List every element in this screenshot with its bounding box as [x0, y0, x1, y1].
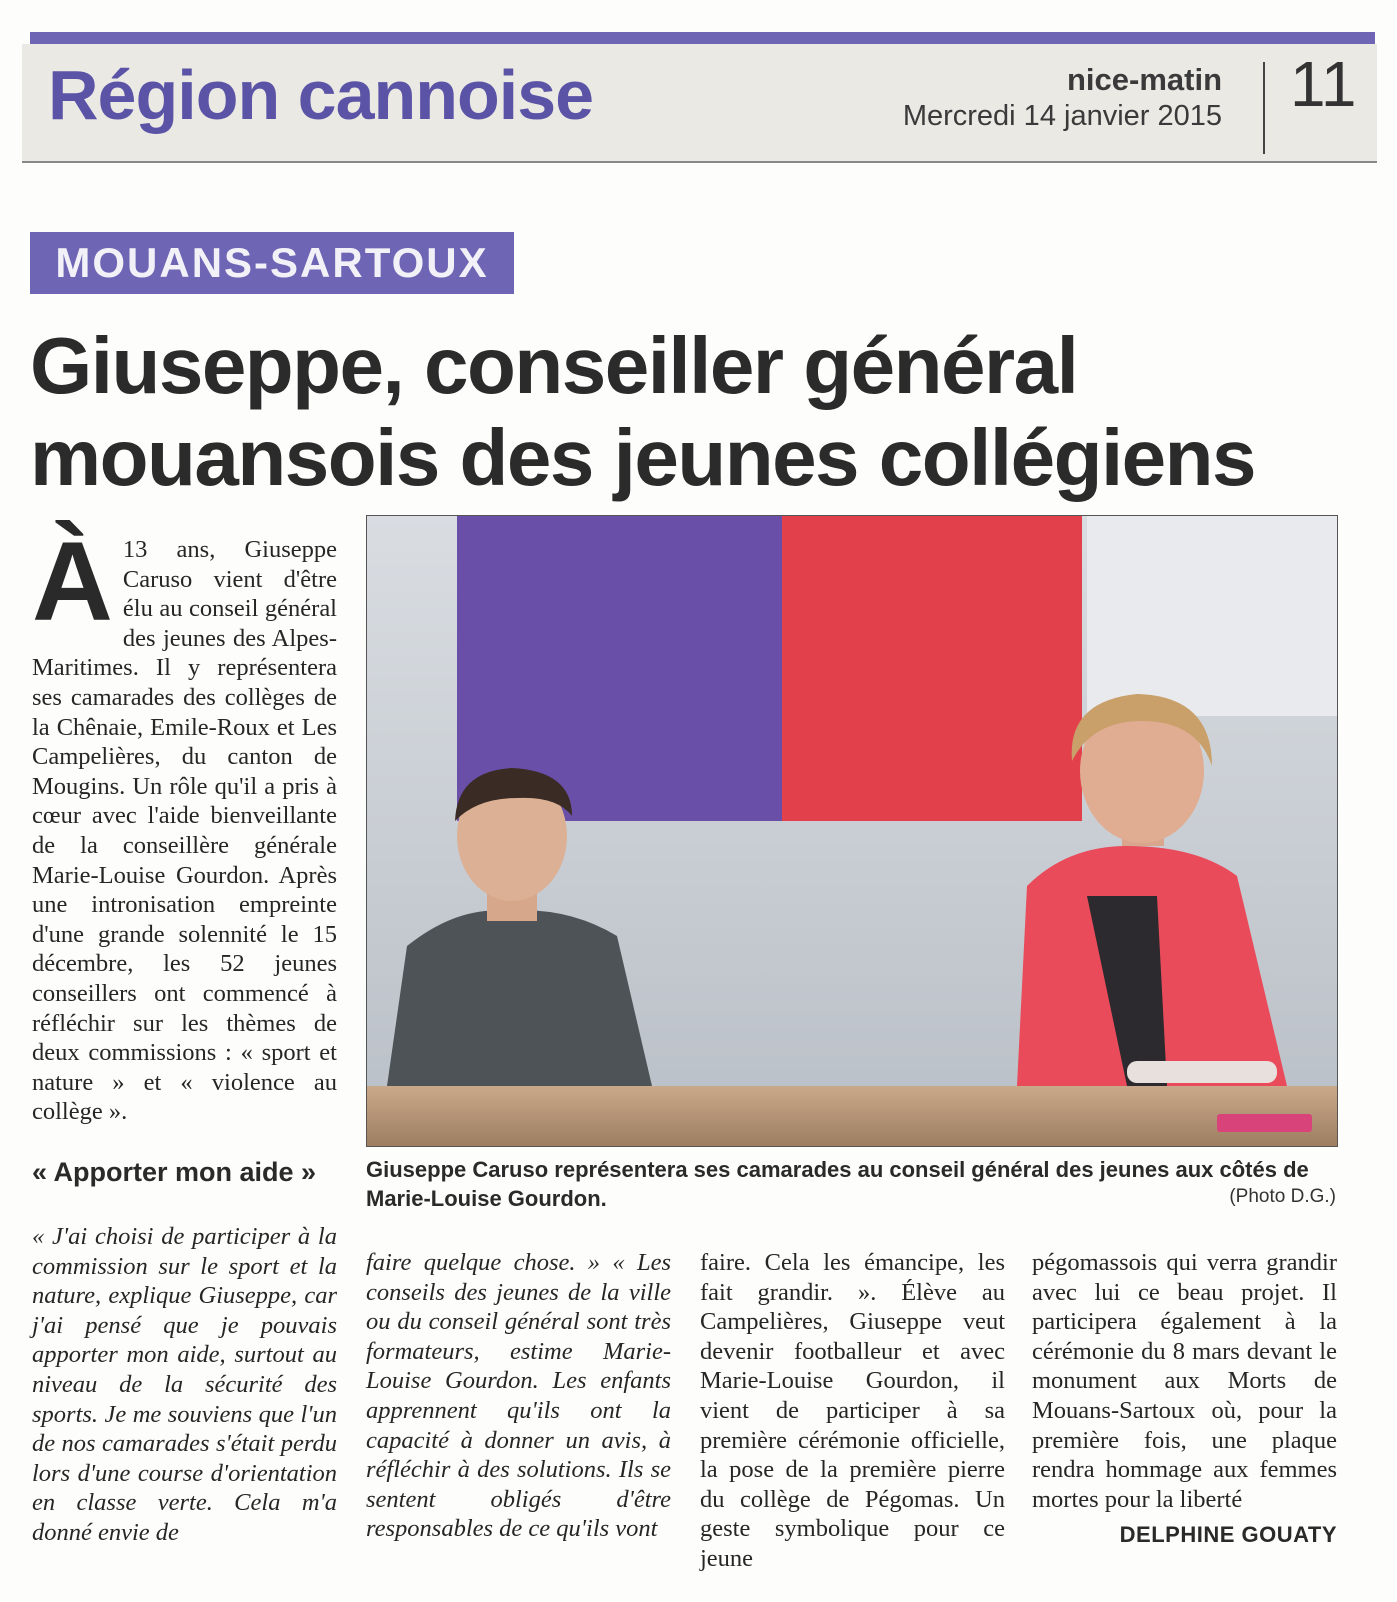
photo-credit: (Photo D.G.) [1229, 1186, 1336, 1207]
body-column-3: faire. Cela les émancipe, les fait grandir. ». Élève au Campelières, Giuseppe veut devenir footballeur et avec Marie-Louise Gourdon, il vient de participer à sa première cérémonie officielle, la pose de la première pierre du collège de Pégomas. Un geste symbolique pour ce jeune [700, 1249, 1005, 1572]
subheading: « Apporter mon aide » [32, 1157, 317, 1187]
photo-caption: Giuseppe Caruso représentera ses camarades au conseil général des jeunes aux côtés de Marie-Louise Gourdon. [366, 1157, 1309, 1211]
intro-text: 13 ans, Giuseppe Caruso vient d'être élu au conseil général des jeunes des Alpes-Maritimes. Il y représentera ses camarades des collèges de la Chênaie, Emile-Roux et Les Campelières, du canton de Mougins. Un rôle qu'il a pris à cœur avec l'aide bienveillante de la conseillère générale Marie-Louise Gourdon. Après une intronisation empreinte d'une grande solennité le 15 décembre, les 52 jeunes conseillers ont commencé à réfléchir sur les thèmes de deux commissions : « sport et nature » et « violence au collège ». [32, 536, 337, 1126]
page-number: 11 [1290, 48, 1357, 120]
kicker-label: MOUANS-SARTOUX [55, 239, 489, 286]
article-photo [366, 515, 1338, 1147]
publication-date: Mercredi 14 janvier 2015 [902, 100, 1222, 132]
headline: Giuseppe, conseiller général mouansois des jeunes collégiens [30, 321, 1256, 502]
table [367, 1086, 1337, 1146]
phone [1217, 1114, 1312, 1132]
wall-panel-red [782, 516, 1082, 821]
intro-paragraph [32, 519, 337, 1127]
body-column-1: « J'ai choisi de participer à la commission sur le sport et la nature, explique Giuseppe, car j'ai pensé que je pouvais apporter mon aide, surtout au niveau de la sécurité des sports. Je me souviens que l'un de nos camarades s'était perdu lors d'une course d'orientation en classe verte. Cela m'a donné envie de [32, 1223, 337, 1546]
byline: DELPHINE GOUATY [1119, 1522, 1337, 1547]
header-divider [1263, 62, 1265, 154]
body-column-4: pégomassois qui verra grandir avec lui ce beau projet. Il participera également à la cérémonie du 8 mars devant le monument aux Morts de Mouans-Sartoux où, pour la première fois, une plaque rendra hommage aux femmes mortes pour la liberté [1032, 1249, 1337, 1513]
newspaper-name: nice-matin [1066, 62, 1222, 97]
top-accent-bar [30, 32, 1375, 44]
drop-cap: À [32, 519, 113, 644]
body-column-2: faire quelque chose. » « Les conseils des jeunes de la ville ou du conseil général sont très formateurs, estime Marie-Louise Gourdon. Les enfants apprennent qu'ils ont la capacité à donner un avis, à réfléchir à des solutions. Ils se sentent obligés d'être responsables de ce qu'ils vont [366, 1249, 671, 1543]
header-rule [22, 161, 1377, 163]
section-title: Région cannoise [48, 56, 594, 134]
